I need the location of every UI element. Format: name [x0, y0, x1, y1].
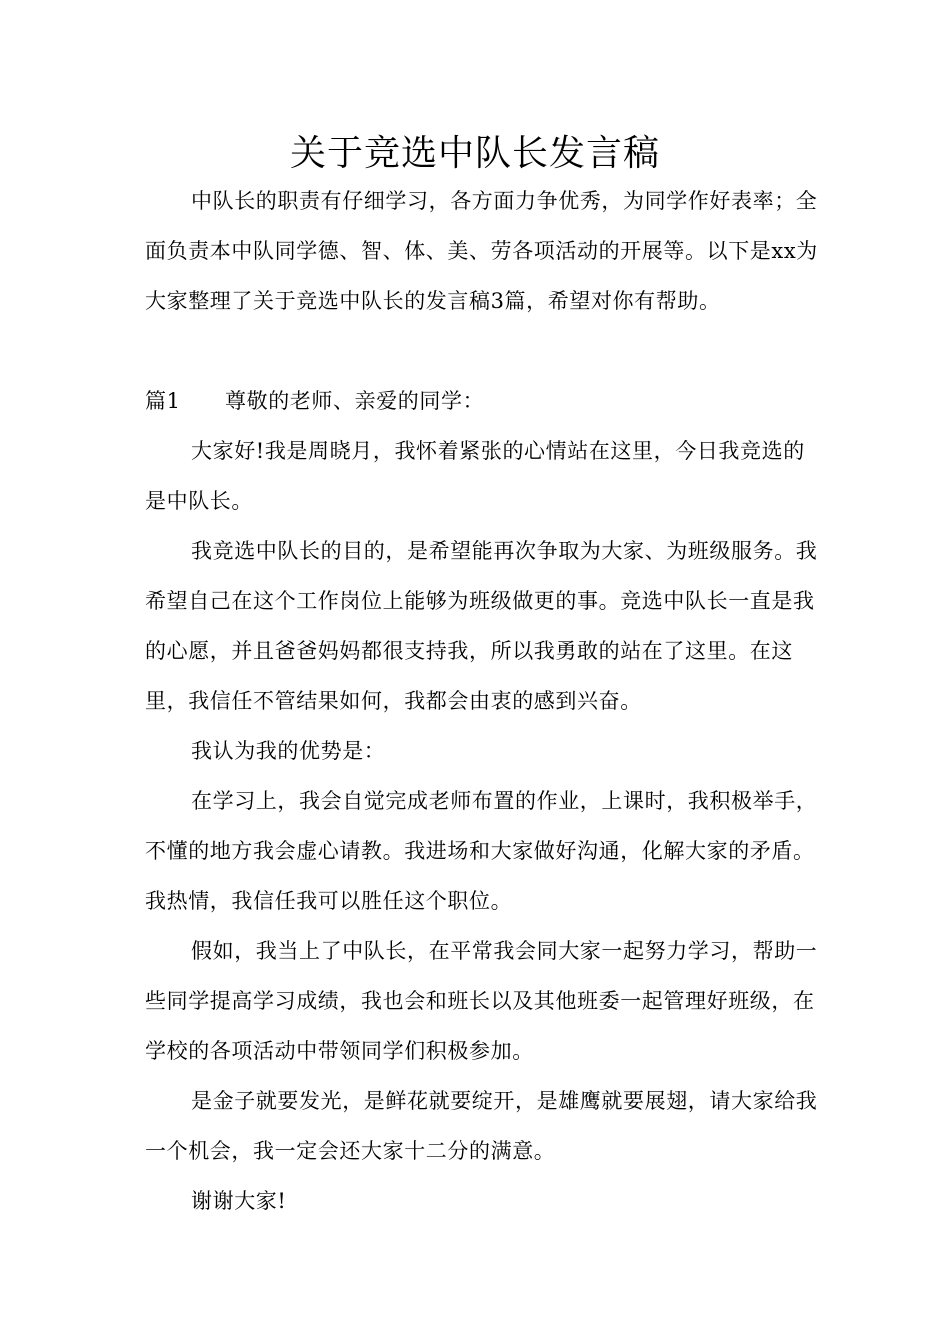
- section-heading: [145, 376, 825, 426]
- speech-paragraph: 谢谢大家!: [191, 1189, 287, 1213]
- speech-paragraph: 是金子就要发光，是鲜花就要绽开，是雄鹰就要展翅，请大家给我一个机会，我一定会还大家十二分的满意。: [145, 1089, 818, 1163]
- speech-section: [145, 376, 825, 1226]
- speech-paragraph: 在学习上，我会自觉完成老师布置的作业，上课时，我积极举手，不懂的地方我会虚心请教。我进场和大家做好沟通，化解大家的矛盾。我热情，我信任我可以胜任这个职位。: [145, 789, 818, 913]
- speech-paragraph: 假如，我当上了中队长，在平常我会同大家一起努力学习，帮助一些同学提高学习成绩，我也会和班长以及其他班委一起管理好班级，在学校的各项活动中带领同学们积极参加。: [145, 939, 818, 1063]
- speech-paragraph: 大家好!我是周晓月，我怀着紧张的心情站在这里，今日我竞选的是中队长。: [145, 439, 805, 513]
- section-salutation: 尊敬的老师、亲爱的同学：: [225, 389, 485, 413]
- speech-paragraph: 我竞选中队长的目的，是希望能再次争取为大家、为班级服务。我希望自己在这个工作岗位上能够为班级做更的事。竞选中队长一直是我的心愿，并且爸爸妈妈都很支持我，所以我勇敢的站在了这里。在这里，我信任不管结果如何，我都会由衷的感到兴奋。: [145, 539, 818, 713]
- section-number: 篇1: [145, 389, 181, 413]
- intro-paragraph: 中队长的职责有仔细学习，各方面力争优秀，为同学作好表率；全面负责本中队同学德、智、体、美、劳各项活动的开展等。以下是xx为大家整理了关于竞选中队长的发言稿3篇，希望对你有帮助。: [145, 189, 818, 313]
- speech-paragraph: 我认为我的优势是：: [191, 739, 386, 763]
- document-title: 关于竞选中队长发言稿: [289, 133, 660, 174]
- intro-block: [145, 176, 825, 326]
